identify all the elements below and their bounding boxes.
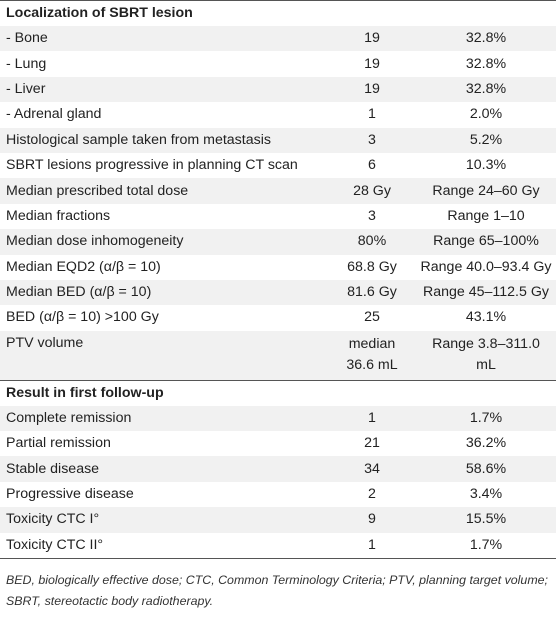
section-header-follow-up xyxy=(0,380,556,406)
table-row xyxy=(0,406,556,431)
row-value: 9 xyxy=(328,507,416,532)
row-extra: 32.8% xyxy=(416,26,556,51)
row-value: 19 xyxy=(364,55,380,72)
row-extra: Range 1–10 xyxy=(447,207,525,224)
row-value: 3 xyxy=(368,207,376,224)
row-label: Progressive disease xyxy=(6,486,134,503)
table-row xyxy=(0,280,556,305)
table-row xyxy=(0,533,556,559)
table-row xyxy=(0,153,556,178)
row-value: 1 xyxy=(368,106,376,123)
row-value: 19 xyxy=(328,77,416,102)
row-label: BED (α/β = 10) >100 Gy xyxy=(6,309,159,326)
row-label: Median BED (α/β = 10) xyxy=(0,280,328,305)
row-extra: Range 45–112.5 Gy xyxy=(416,280,556,305)
row-label: Median EQD2 (α/β = 10) xyxy=(6,258,161,275)
row-value: 2 xyxy=(368,486,376,503)
row-extra: Range 65–100% xyxy=(416,229,556,254)
table-row xyxy=(0,255,556,280)
table-footnote: BED, biologically effective dose; CTC, Common Terminology Criteria; PTV, planning target volume; SBRT, stereotactic body radiotherapy. xyxy=(6,573,548,608)
table-row xyxy=(0,507,556,532)
row-value: 28 Gy xyxy=(328,178,416,203)
row-extra: 5.2% xyxy=(416,128,556,153)
row-value: 80% xyxy=(328,229,416,254)
row-label: SBRT lesions progressive in planning CT scan xyxy=(6,157,298,174)
row-label: - Bone xyxy=(0,26,328,51)
table-row xyxy=(0,305,556,330)
row-label: - Lung xyxy=(6,55,47,72)
table-row xyxy=(0,128,556,153)
table-row xyxy=(0,51,556,76)
extra-line: mL xyxy=(476,357,496,374)
section-header-localization xyxy=(0,1,556,27)
table-row xyxy=(0,204,556,229)
table-row xyxy=(0,77,556,102)
row-extra xyxy=(416,331,556,381)
row-extra: 32.8% xyxy=(465,55,507,72)
table-row xyxy=(0,456,556,481)
row-value: 25 xyxy=(364,309,380,326)
row-value: 19 xyxy=(328,26,416,51)
extra-line: Range 3.8–311.0 xyxy=(432,336,540,353)
row-label: Median dose inhomogeneity xyxy=(0,229,328,254)
row-value: 1 xyxy=(328,406,416,431)
table-row xyxy=(0,229,556,254)
row-extra: 36.2% xyxy=(465,435,507,452)
row-extra: 1.7% xyxy=(416,406,556,431)
row-label: Median prescribed total dose xyxy=(0,178,328,203)
row-extra: 3.4% xyxy=(469,486,503,503)
row-label: - Adrenal gland xyxy=(6,106,102,123)
table-row xyxy=(0,178,556,203)
row-label: - Liver xyxy=(0,77,328,102)
row-label: PTV volume xyxy=(0,331,328,381)
row-extra: 10.3% xyxy=(465,157,507,174)
row-value: 34 xyxy=(328,456,416,481)
row-label: Toxicity CTC II° xyxy=(0,533,328,559)
row-label: Toxicity CTC I° xyxy=(0,507,328,532)
row-value: 21 xyxy=(364,435,380,452)
row-extra: 58.6% xyxy=(416,456,556,481)
table-row-ptv xyxy=(0,331,556,381)
row-label: Stable disease xyxy=(0,456,328,481)
table-row xyxy=(0,482,556,507)
table-row xyxy=(0,431,556,456)
row-extra: 43.1% xyxy=(465,309,507,326)
row-value xyxy=(328,331,416,381)
row-label: Median fractions xyxy=(6,207,111,224)
table-row xyxy=(0,26,556,51)
table-row xyxy=(0,102,556,127)
row-value: 6 xyxy=(368,157,376,174)
row-value: 81.6 Gy xyxy=(328,280,416,305)
row-extra: 2.0% xyxy=(469,106,503,123)
row-value: 1 xyxy=(328,533,416,559)
row-label: Partial remission xyxy=(6,435,111,452)
row-extra: 32.8% xyxy=(416,77,556,102)
section-title: Localization of SBRT lesion xyxy=(0,1,556,27)
value-line: median xyxy=(348,336,396,353)
row-label: Histological sample taken from metastasis xyxy=(0,128,328,153)
row-extra: 1.7% xyxy=(416,533,556,559)
row-extra: Range 24–60 Gy xyxy=(416,178,556,203)
row-extra: 15.5% xyxy=(416,507,556,532)
value-line: 36.6 mL xyxy=(346,357,398,374)
row-value: 68.8 Gy xyxy=(347,258,397,275)
row-value: 3 xyxy=(328,128,416,153)
section-title: Result in first follow-up xyxy=(0,380,556,406)
row-extra: Range 40.0–93.4 Gy xyxy=(420,258,552,275)
row-label: Complete remission xyxy=(0,406,328,431)
